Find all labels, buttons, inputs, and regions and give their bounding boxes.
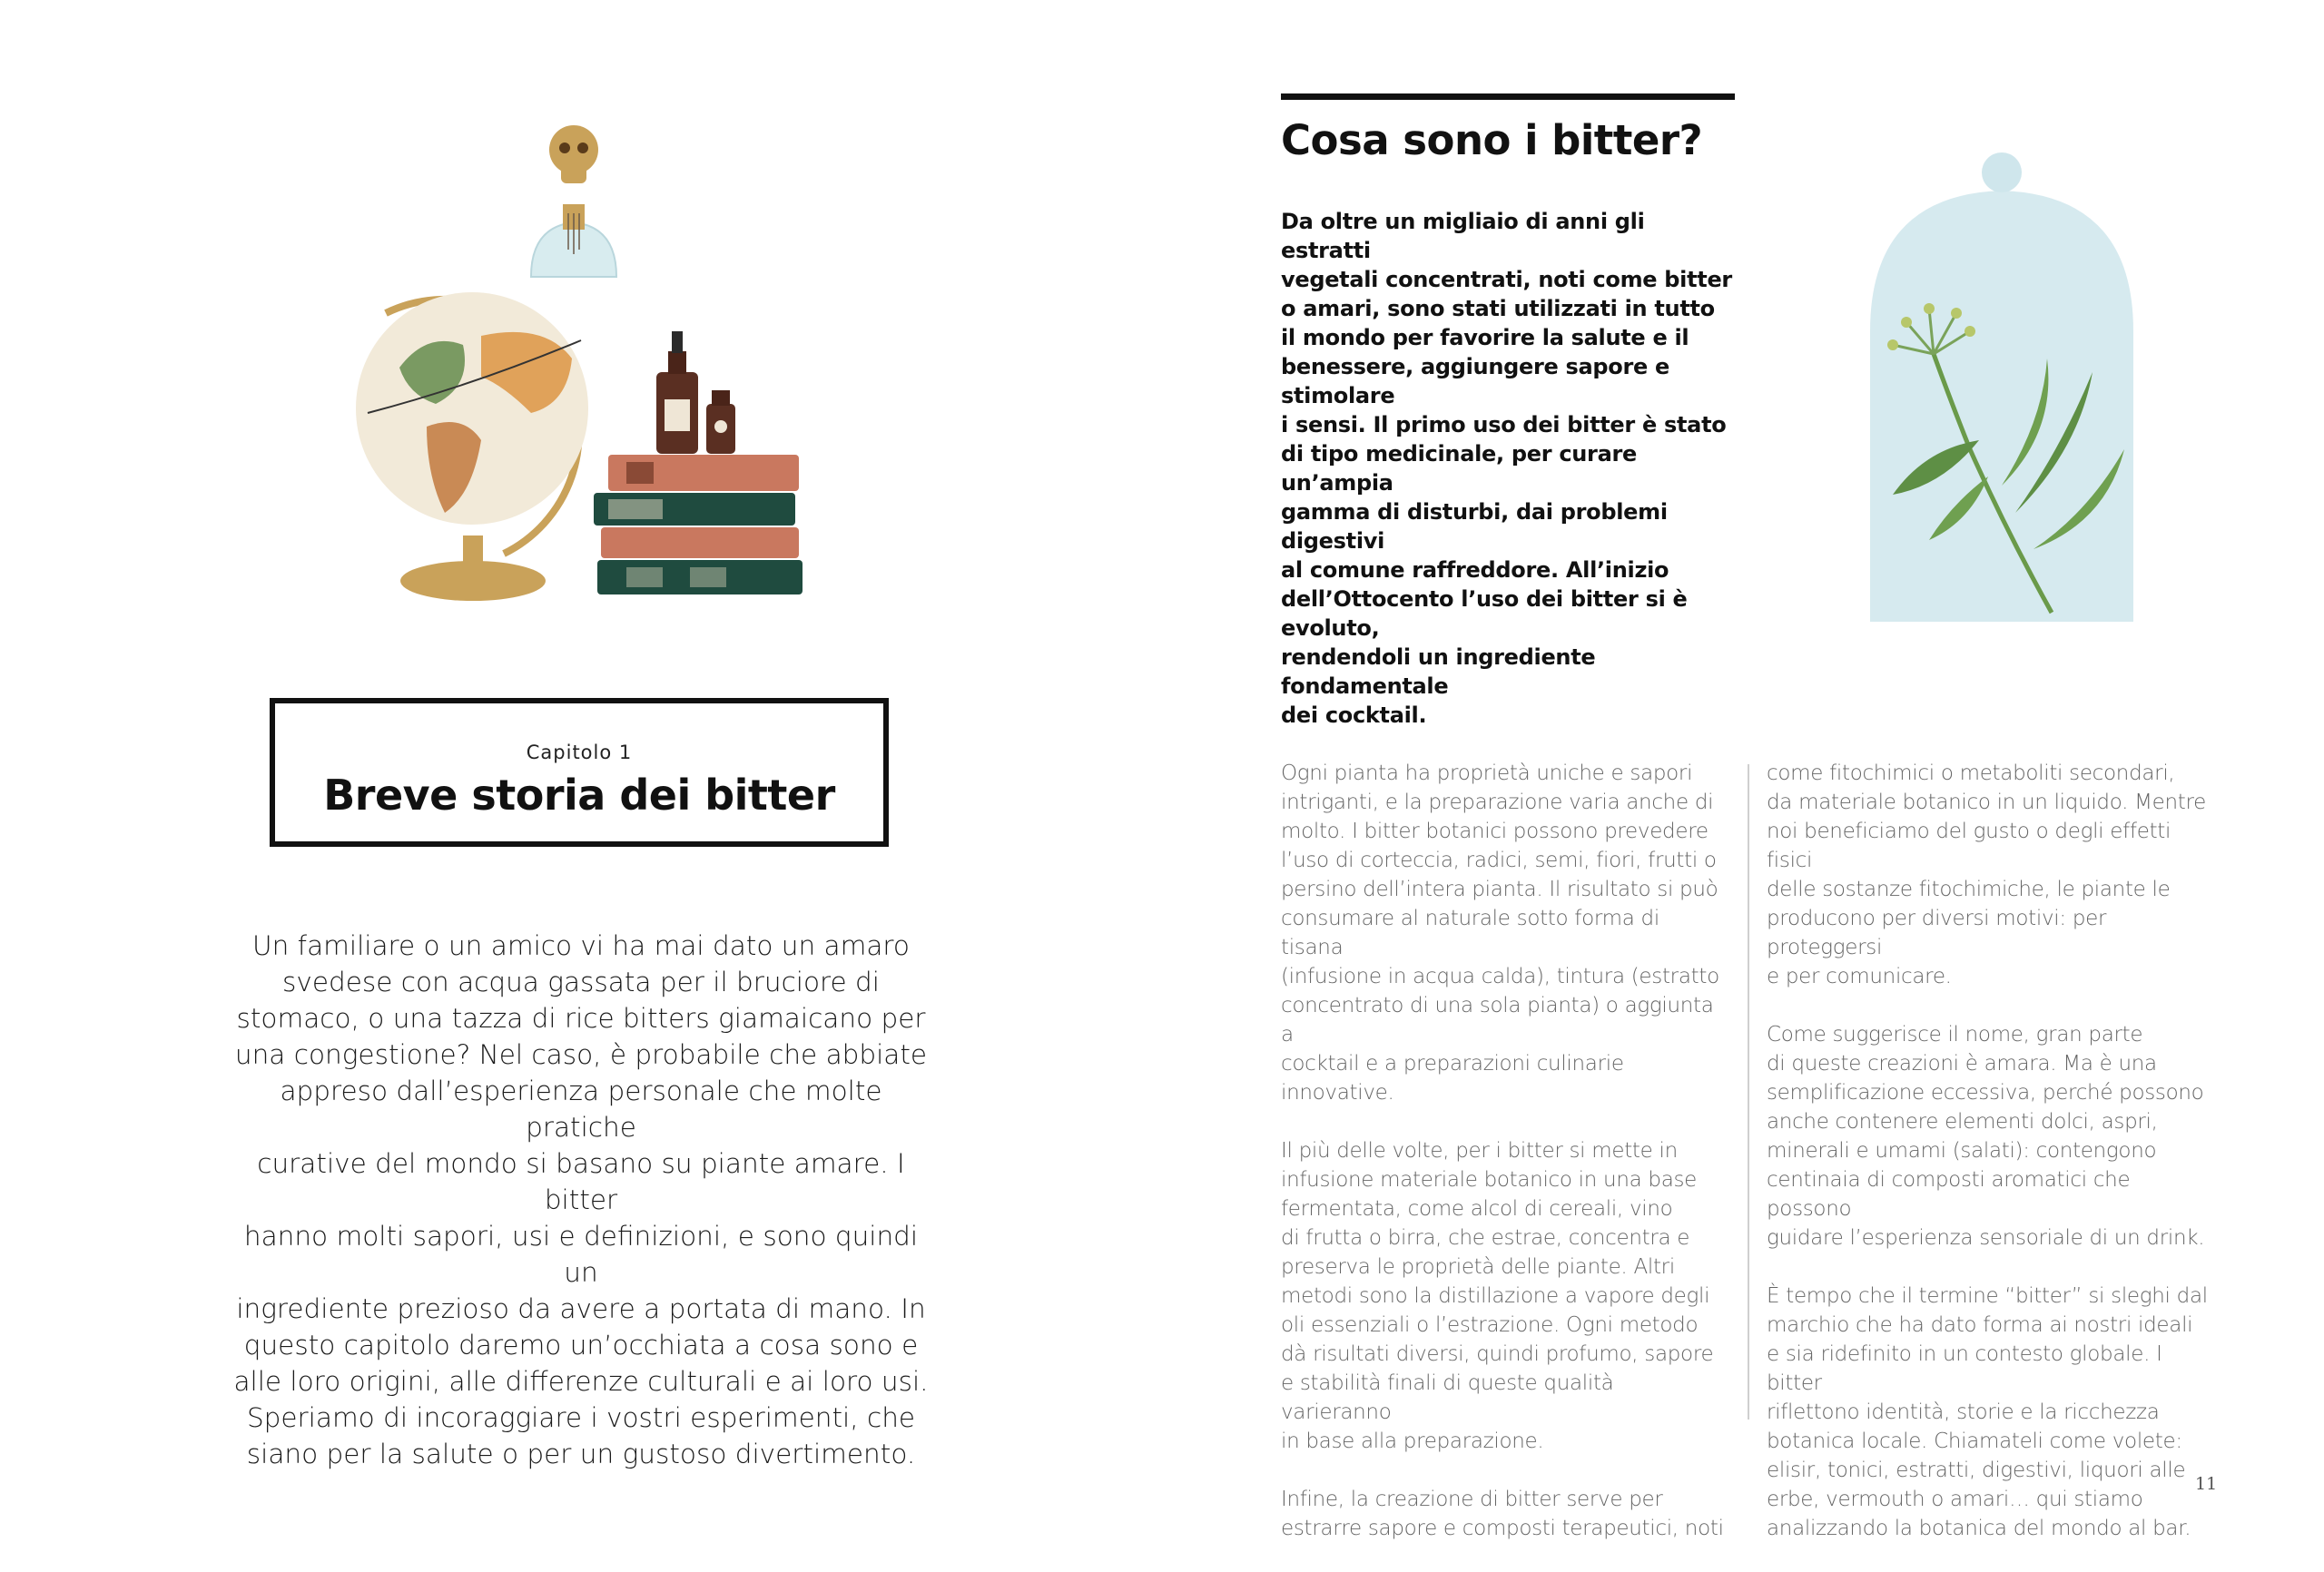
lead-line: gamma di disturbi, dai problemi digestivi (1281, 499, 1668, 554)
intro-line: hanno molti sapori, usi e definizioni, e sono quindi un (243, 1221, 919, 1288)
skull-jar-icon (531, 125, 616, 277)
intro-line: questo capitolo daremo un’occhiata a cosa sono e (243, 1330, 919, 1361)
bell-jar-icon (1870, 152, 2133, 622)
chapter-heading-box (270, 698, 889, 847)
lead-line: il mondo per favorire la salute e il (1281, 325, 1689, 350)
lead-line: i sensi. Il primo uso dei bitter è stato (1281, 412, 1727, 437)
lead-line: vegetali concentrati, noti come bitter (1281, 267, 1732, 292)
chapter-title: Breve storia dei bitter (323, 771, 835, 820)
body-paragraph: come fitochimici o metaboliti secondari, da materiale botanico in un liquido. Mentre noi beneficiamo del gusto o degli effetti fisici delle sostanze fitochimiche, le piante le producono per diversi motivi: per proteggersi e per comunicare. (1767, 761, 2207, 988)
intro-line: alle loro origini, alle differenze culturali e ai loro usi. (233, 1366, 929, 1397)
lead-line: o amari, sono stati utilizzati in tutto (1281, 296, 1715, 321)
intro-paragraph (231, 928, 931, 1472)
intro-line: una congestione? Nel caso, è probabile che abbiate (234, 1039, 928, 1070)
body-paragraph: Il più delle volte, per i bitter si mette in infusione materiale botanico in una base fermentata, come alcol di cereali, vino di frutta o birra, che estrae, concentra e preserva le proprietà delle piante. Altri metodi sono la distillazione a vapore degli oli essenziali o l’estrazione. Ogni metodo dà risultati diversi, quindi profumo, sapore e stabilità finali di queste qualità varieranno in base alla preparazione. (1281, 1139, 1714, 1453)
globe-bottles-books-illustration (336, 113, 817, 640)
lead-line: benessere, aggiungere sapore e stimolare (1281, 354, 1670, 408)
intro-line: appreso dall’esperienza personale che molte pratiche (280, 1076, 882, 1143)
section-title: Cosa sono i bitter? (1281, 116, 1703, 164)
intro-line: Speriamo di incoraggiare i vostri esperimenti, che (246, 1402, 916, 1433)
body-paragraph: Ogni pianta ha proprietà uniche e sapori intriganti, e la preparazione varia anche di molto. I bitter botanici possono prevedere l’uso di corteccia, radici, semi, fiori, frutti o persino dell’intera pianta. Il risultato si può consumare al naturale sotto forma di tisana (infusione in acqua calda), tintura (estratto concentrato di una sola pianta) o aggiunta a cocktail e a preparazioni culinarie innovative. (1281, 761, 1719, 1105)
intro-line: Un familiare o un amico vi ha mai dato un amaro (252, 930, 910, 961)
lead-line: dei cocktail. (1281, 702, 1427, 728)
lead-line: rendendoli un ingrediente fondamentale (1281, 644, 1596, 699)
intro-line: stomaco, o una tazza di rice bitters giamaicano per (236, 1003, 926, 1034)
body-paragraph: Come suggerisce il nome, gran parte di queste creazioni è amara. Ma è una semplificazione eccessiva, perché possono anche contenere elementi dolci, aspri, minerali e umami (salati): contengono centinaia di composti aromatici che possono guidare l’esperienza sensoriale di un drink. (1767, 1023, 2205, 1250)
column-divider (1748, 764, 1749, 1420)
globe-icon (356, 292, 588, 601)
lead-line: Da oltre un migliaio di anni gli estratti (1281, 209, 1645, 263)
intro-line: siano per la salute o per un gustoso divertimento. (246, 1439, 916, 1469)
section-top-rule (1281, 93, 1735, 100)
body-paragraph: Infine, la creazione di bitter serve per estrarre sapore e composti terapeutici, noti (1281, 1488, 1724, 1540)
body-column-right (1767, 759, 2211, 1572)
lead-line: al comune raffreddore. All’inizio (1281, 557, 1669, 583)
body-paragraph: È tempo che il termine “bitter” si sleghi dal marchio che ha dato forma ai nostri ideali e sia ridefinito in un contesto globale. I bitter riflettono identità, storie e la ricchezza botanica locale. Chiamateli come volete: elisir, tonici, estratti, digestivi, liquori alle erbe, vermouth o amari… qui stiamo analizzando la botanica del mondo al bar. (1767, 1284, 2208, 1540)
lead-line: dell’Ottocento l’uso dei bitter si è evoluto, (1281, 586, 1688, 641)
books-icon (594, 455, 803, 594)
chapter-label: Capitolo 1 (526, 742, 633, 763)
lead-paragraph (1281, 207, 1735, 730)
intro-line: curative del mondo si basano su piante amare. I bitter (257, 1148, 905, 1215)
bottles-icon (656, 331, 735, 454)
body-column-left (1281, 759, 1726, 1572)
intro-line: svedese con acqua gassata per il bruciore di (282, 967, 880, 997)
intro-line: ingrediente prezioso da avere a portata di mano. In (236, 1293, 926, 1324)
lead-line: di tipo medicinale, per curare un’ampia (1281, 441, 1637, 496)
bell-jar-plant-illustration (1852, 150, 2152, 622)
page-number: 11 (2195, 1474, 2218, 1494)
